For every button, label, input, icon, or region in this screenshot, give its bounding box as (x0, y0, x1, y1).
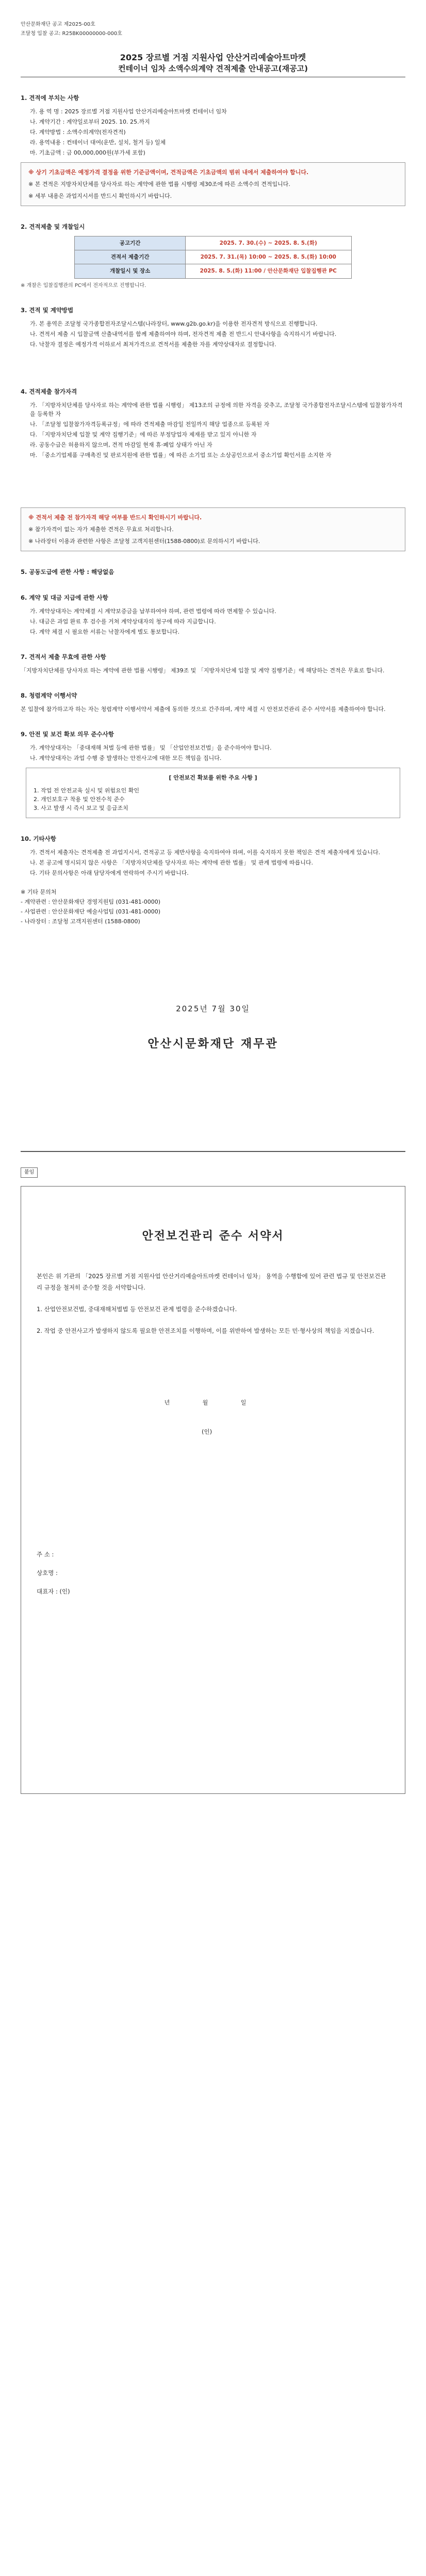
section-8-heading: 8. 청렴계약 이행서약 (21, 691, 77, 699)
table-cell: 2025. 7. 30.(수) ~ 2025. 8. 5.(화) (185, 236, 351, 250)
pledge-sign-line: (인) (202, 1428, 212, 1436)
pledge-title: 안전보건관리 준수 서약서 (142, 1229, 284, 1243)
list-item: 다. 계약방법 : 소액수의계약(전자견적) (30, 128, 126, 135)
issuer-name: 안산시문화재단 재무관 (148, 1038, 278, 1051)
schedule-table (74, 236, 351, 279)
list-item: 나. 계약상대자는 과업 수행 중 발생하는 안전사고에 대한 모든 책임을 집니다. (30, 754, 222, 761)
table-row (75, 250, 351, 264)
procurement-number: 조달청 입찰 공고: R25BK00000000-000호 (21, 30, 122, 37)
schedule-note: ※ 개찰은 입찰집행관의 PC에서 전자적으로 진행합니다. (21, 282, 146, 289)
section-10-list (21, 848, 405, 877)
list-item: 가. 용 역 명 : 2025 장르별 거점 지원사업 안산거리예술아트마켓 컨테이너 임차 (30, 108, 227, 115)
section-5-heading: 5. 공동도급에 관한 사항 : 해당없음 (21, 568, 114, 576)
section-1-list (21, 107, 405, 157)
section-2-heading: 2. 견적제출 및 개찰일시 (21, 223, 85, 231)
safety-pledge-form (21, 1186, 405, 1794)
contact-info (21, 888, 405, 926)
list-item: 라. 용역내용 : 컨테이너 대여(운반, 설치, 철거 등) 일체 (30, 139, 166, 146)
pledge-signature-block (37, 1550, 389, 1596)
list-item: 마. 「중소기업제품 구매촉진 및 판로지원에 관한 법률」에 따른 소기업 또는 소상공인으로서 중소기업 확인서를 소지한 자 (30, 452, 332, 459)
list-item: 나. 본 공고에 명시되지 않은 사항은 「지방자치단체를 당사자로 하는 계약에 관한 법률」 및 관계 법령에 따릅니다. (30, 859, 313, 866)
list-item: 라. 공동수급은 허용하지 않으며, 견적 마감일 현재 휴·폐업 상태가 아닌 자 (30, 442, 212, 449)
list-item: 다. 낙찰자 결정은 예정가격 이하로서 최저가격으로 견적서를 제출한 자를 계약상대자로 결정합니다. (30, 341, 276, 348)
section-7-heading: 7. 견적서 제출 무효에 관한 사항 (21, 653, 106, 661)
section-1-heading: 1. 견적에 부치는 사항 (21, 94, 79, 101)
list-item: 마. 기초금액 : 금 00,000,000원(부가세 포함) (30, 149, 145, 156)
list-item: 다. 기타 문의사항은 아래 담당자에게 연락하여 주시기 바랍니다. (30, 869, 189, 876)
notice-text: ※ 참가자격이 없는 자가 제출한 견적은 무효로 처리합니다. (28, 526, 174, 533)
list-item: 나. 견적서 제출 시 입찰금액 산출내역서를 함께 제출하여야 하며, 전자견적 제출 전 반드시 안내사항을 숙지하시기 바랍니다. (30, 331, 337, 337)
section-9-list (21, 743, 405, 762)
contact-title: ※ 기타 문의처 (21, 888, 57, 895)
table-header-cell: 공고기간 (75, 236, 185, 250)
table-header-cell: 견적서 제출기간 (75, 250, 185, 264)
announcement-date: 2025년 7월 30일 (176, 1004, 250, 1014)
notice-text: ※ 나라장터 이용과 관련한 사항은 조달청 고객지원센터(1588-0800)로 문의하시기 바랍니다. (28, 538, 260, 545)
title-line-2: 컨테이너 임차 소액수의계약 견적제출 안내공고(재공고) (118, 63, 308, 73)
notice-text: ※ 상기 기초금액은 예정가격 결정을 위한 기준금액이며, 견적금액은 기초금액의 범위 내에서 제출하여야 합니다. (28, 168, 309, 176)
list-item: 나. 「조달청 입찰참가자격등록규정」에 따라 견적제출 마감일 전일까지 해당 업종으로 등록된 자 (30, 421, 270, 428)
table-cell: 2025. 8. 5.(화) 11:00 / 안산문화재단 입찰집행관 PC (185, 264, 351, 278)
notice-text: ※ 세부 내용은 과업지시서를 반드시 확인하시기 바랍니다. (28, 192, 172, 199)
section-6-list (21, 607, 405, 636)
table-row (75, 236, 351, 250)
title-line-1: 2025 장르별 거점 지원사업 안산거리예술아트마켓 (120, 53, 306, 62)
section-4-list (21, 401, 405, 460)
list-item: 나. 대금은 과업 완료 후 검수를 거쳐 계약상대자의 청구에 따라 지급합니다. (30, 618, 216, 625)
section-3-heading: 3. 견적 및 계약방법 (21, 307, 74, 314)
signature-field: 주 소 : (37, 1551, 54, 1558)
pledge-paragraph: 2. 작업 중 안전사고가 발생하지 않도록 필요한 안전조치를 이행하며, 이를 위반하여 발생하는 모든 민·형사상의 책임을 지겠습니다. (37, 1327, 374, 1334)
pledge-paragraph: 1. 산업안전보건법, 중대재해처벌법 등 안전보건 관계 법령을 준수하겠습니다. (37, 1305, 237, 1313)
list-item: 가. 「지방자치단체를 당사자로 하는 계약에 관한 법률 시행령」 제13조의 규정에 의한 자격을 갖추고, 조달청 국가종합전자조달시스템에 입찰참가자격을 등록한 자 (30, 401, 403, 417)
pledge-date: 년 월 일 (164, 1399, 262, 1406)
table-cell: 2025. 7. 31.(목) 10:00 ~ 2025. 8. 5.(화) 10:00 (185, 250, 351, 264)
document-meta (21, 21, 405, 38)
list-item: 1. 작업 전 안전교육 실시 및 위험요인 확인 (34, 787, 139, 794)
list-item: 가. 견적서 제출자는 견적제출 전 과업지시서, 견적공고 등 제반사항을 숙지하여야 하며, 이를 숙지하지 못한 책임은 견적 제출자에게 있습니다. (30, 849, 381, 856)
section-10-heading: 10. 기타사항 (21, 835, 56, 842)
table-header-cell: 개찰일시 및 장소 (75, 264, 185, 278)
safety-requirements-box (26, 768, 400, 818)
contact-line: - 나라장터 : 조달청 고객지원센터 (1588-0800) (21, 918, 140, 925)
section-8-text: 본 입찰에 참가하고자 하는 자는 청렴계약 이행서약서 제출에 동의한 것으로 간주하며, 계약 체결 시 안전보건관리 준수 서약서를 제출하여야 합니다. (21, 705, 386, 713)
notice-text: ※ 견적서 제출 전 참가자격 해당 여부를 반드시 확인하시기 바랍니다. (28, 514, 202, 521)
notice-text: ※ 본 견적은 지방자치단체를 당사자로 하는 계약에 관한 법률 시행령 제30조에 따른 소액수의 견적입니다. (28, 180, 290, 188)
safety-box-title: [ 안전보건 확보를 위한 주요 사항 ] (169, 774, 257, 781)
section-7-text: 「지방자치단체를 당사자로 하는 계약에 관한 법률 시행령」 제39조 및 「지방자치단체 입찰 및 계약 집행기준」에 해당하는 견적은 무효로 합니다. (21, 667, 385, 674)
list-item: 다. 「지방자치단체 입찰 및 계약 집행기준」에 따른 부정당업자 제재를 받고 있지 아니한 자 (30, 431, 257, 438)
contact-line: - 계약관련 : 안산문화재단 경영지원팀 (031-481-0000) (21, 898, 161, 905)
section-1-notice-box (21, 162, 405, 206)
section-6-heading: 6. 계약 및 대금 지급에 관한 사항 (21, 594, 108, 602)
section-9-heading: 9. 안전 및 보건 확보 의무 준수사항 (21, 730, 114, 738)
list-item: 2. 개인보호구 착용 및 안전수칙 준수 (34, 795, 125, 803)
table-row (75, 264, 351, 278)
document-title (21, 52, 405, 74)
document-page (21, 0, 405, 1794)
page-divider (21, 1151, 405, 1152)
signature-field: 대표자 : (인) (37, 1587, 70, 1595)
section-3-list (21, 319, 405, 349)
section-4-heading: 4. 견적제출 참가자격 (21, 388, 77, 396)
list-item: 나. 계약기간 : 계약일로부터 2025. 10. 25.까지 (30, 118, 150, 125)
section-4-notice-box (21, 507, 405, 551)
signature-field: 상호명 : (37, 1569, 58, 1577)
announcement-number: 안산문화재단 공고 제2025-00호 (21, 22, 95, 27)
list-item: 3. 사고 발생 시 즉시 보고 및 응급조치 (34, 804, 128, 811)
pledge-paragraph: 본인은 위 기관의 「2025 장르별 거점 지원사업 안산거리예술아트마켓 컨테이너 임차」 용역을 수행함에 있어 관련 법규 및 안전보건관리 규정을 철저히 준수할 것을 서약합니다. (37, 1272, 386, 1291)
list-item: 다. 계약 체결 시 필요한 서류는 낙찰자에게 별도 통보합니다. (30, 629, 179, 636)
list-item: 가. 계약상대자는 계약체결 시 계약보증금을 납부하여야 하며, 관련 법령에 따라 면제할 수 있습니다. (30, 607, 276, 615)
list-item: 가. 본 용역은 조달청 국가종합전자조달시스템(나라장터, www.g2b.go.kr)을 이용한 전자견적 방식으로 진행합니다. (30, 320, 318, 327)
contact-line: - 사업관련 : 안산문화재단 예술사업팀 (031-481-0000) (21, 908, 161, 915)
attachment-label: 붙임 (21, 1167, 38, 1178)
list-item: 가. 계약상대자는 「중대재해 처벌 등에 관한 법률」 및 「산업안전보건법」을 준수하여야 합니다. (30, 744, 272, 751)
